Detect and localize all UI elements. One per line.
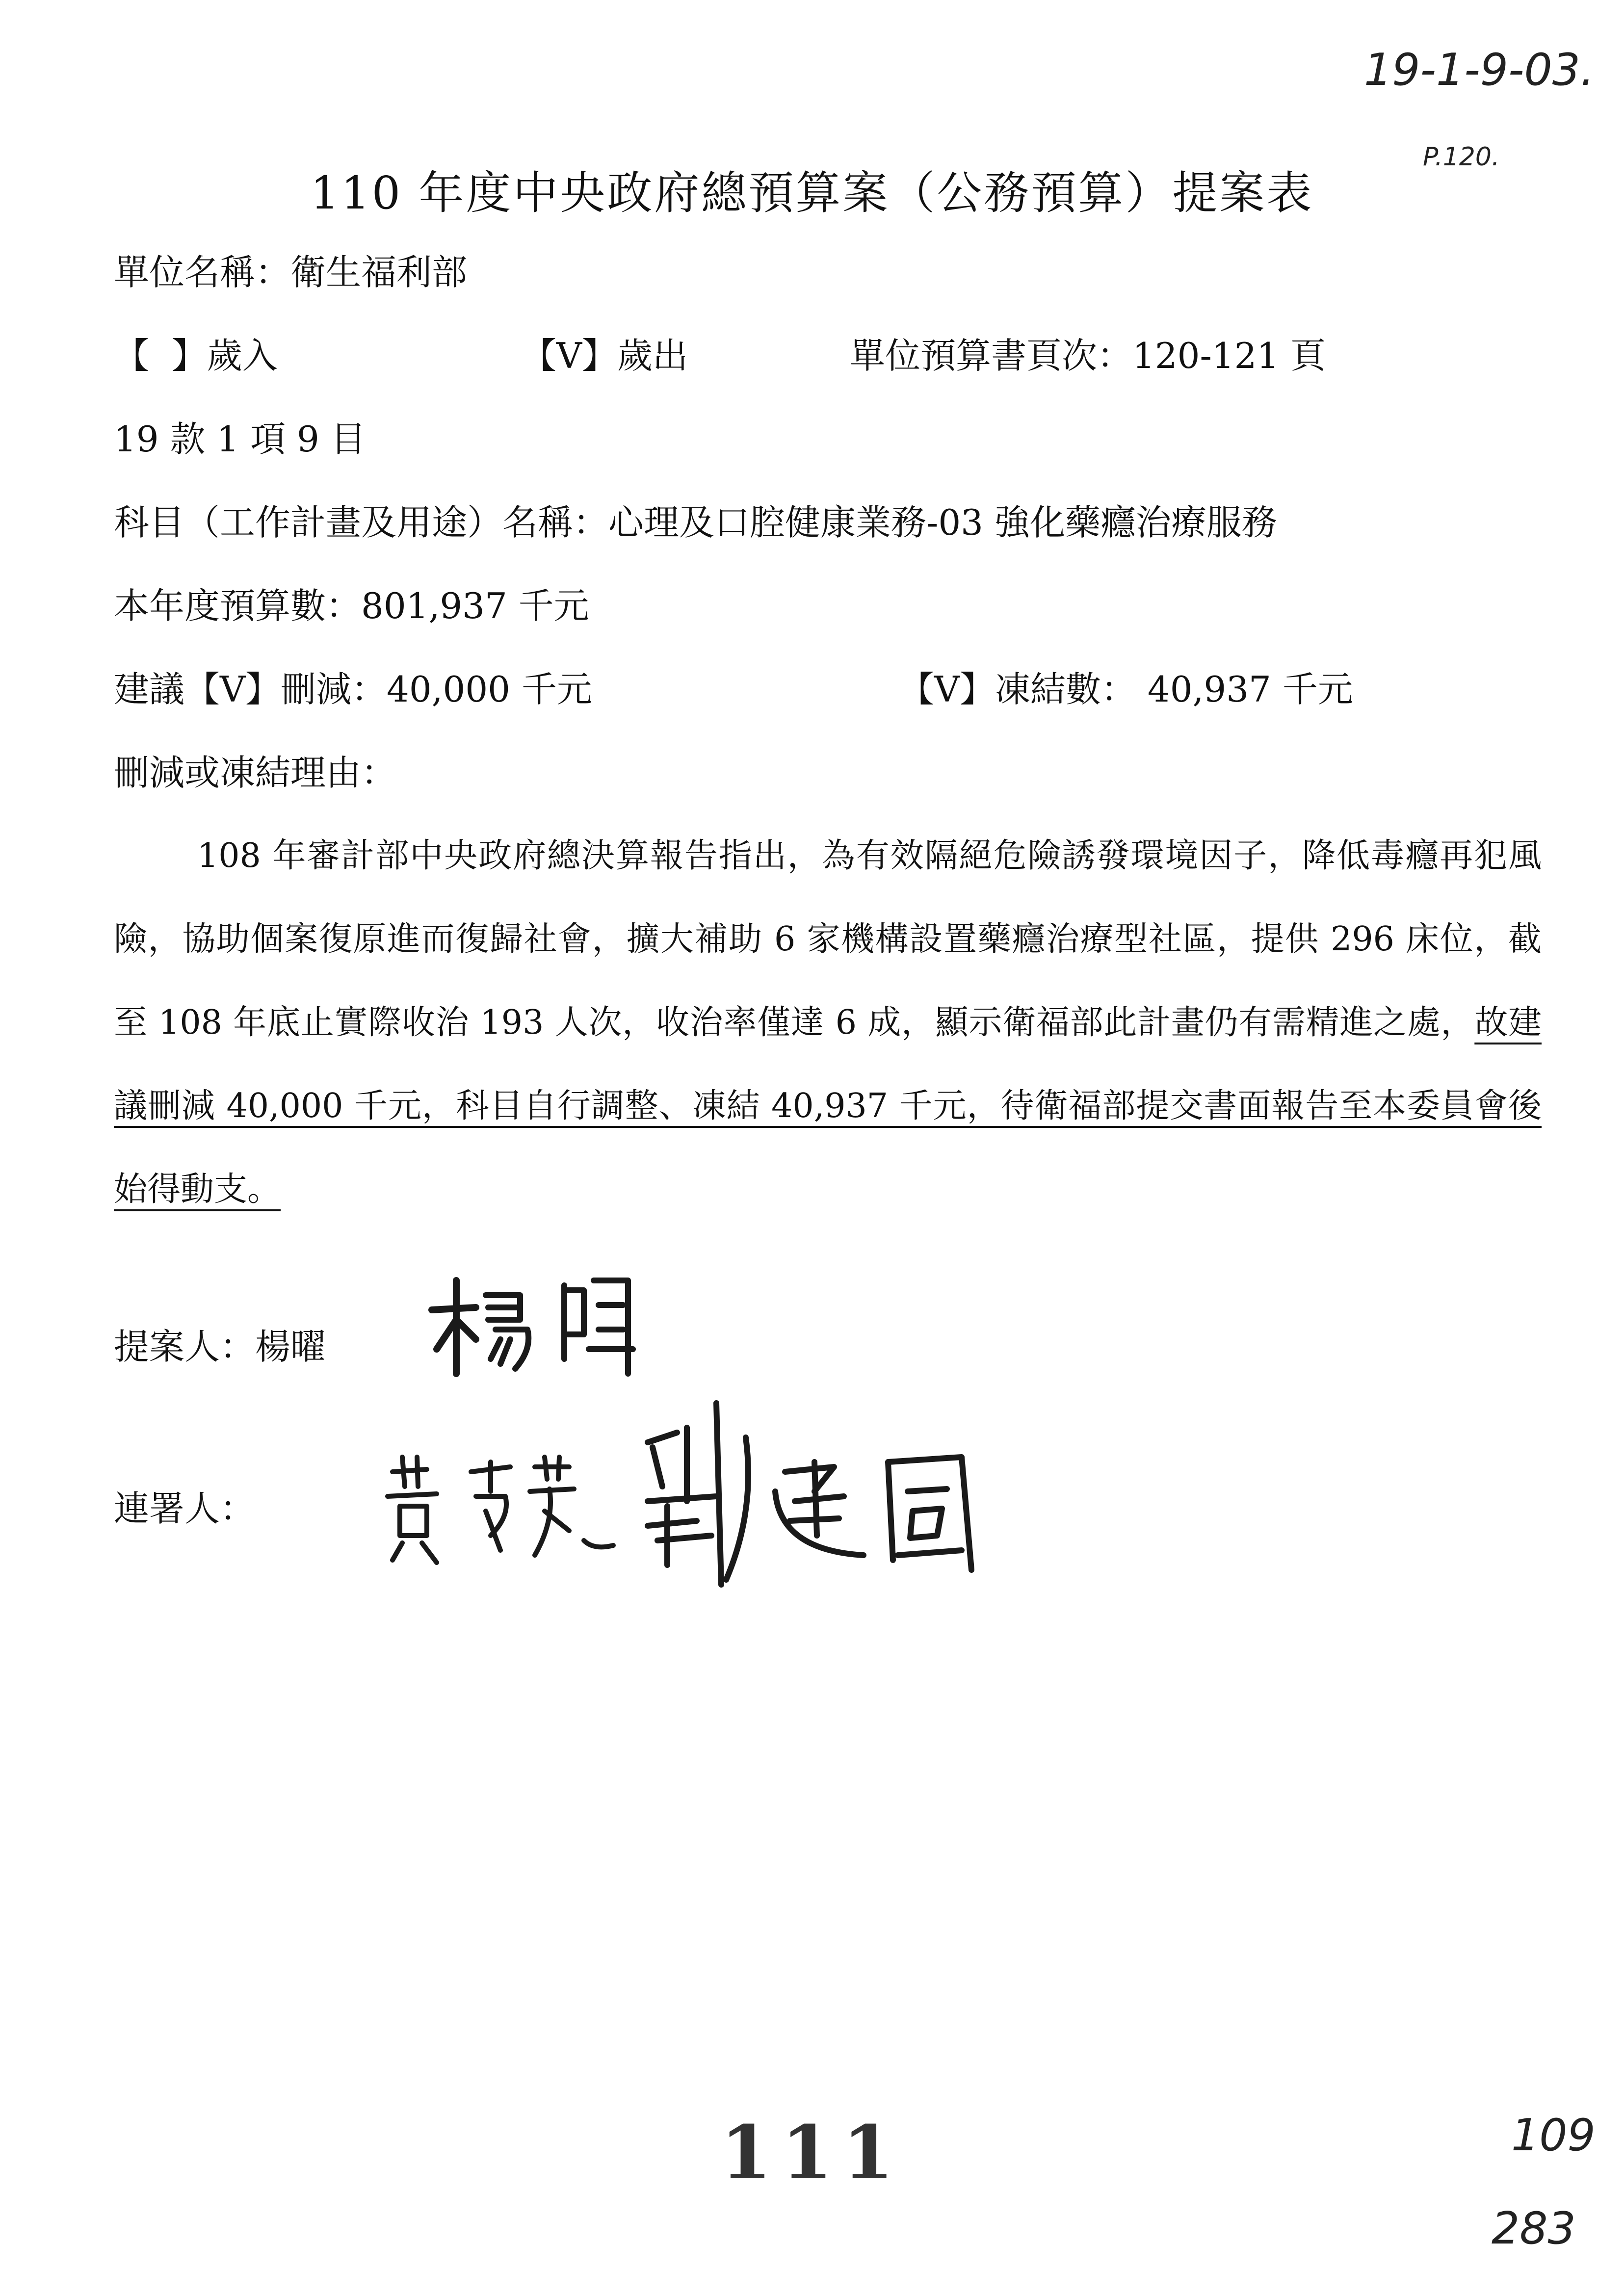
unit-label: 單位名稱： (114, 252, 291, 293)
cut-checkbox: 【V】 (184, 669, 281, 710)
cut-label: 刪減： (281, 669, 387, 710)
proposer-label: 提案人： (114, 1326, 256, 1367)
budget-label: 本年度預算數： (114, 585, 362, 626)
freeze-value: 40,937 千元 (1147, 669, 1353, 710)
item-code: 19 款 1 項 9 目 (114, 418, 366, 460)
cosigner-signatures (373, 1374, 1060, 1599)
handwritten-note-2: 283 (1492, 2203, 1576, 2254)
handwritten-note-1: 109 (1511, 2110, 1596, 2161)
reason-paragraph (114, 814, 1542, 1231)
page-title: 110 年度中央政府總預算案（公務預算）提案表 (310, 167, 1314, 219)
handwritten-file-code: 19-1-9-03. (1364, 44, 1595, 96)
type-row (114, 334, 1527, 378)
reason-underlined-text: 故建議刪減 40,000 千元，科目自行調整、凍結 40,937 千元，待衛福部提交書面報告至本委員會後始得動支。 (114, 1003, 1542, 1209)
reason-text: 108 年審計部中央政府總決算報告指出，為有效隔絕危險誘發環境因子，降低毒癮再犯風險，協助個案復原進而復歸社會，擴大補助 6 家機構設置藥癮治療型社區，提供 296 床位，截至 108 年底止實際收治 193 人次，收治率僅達 6 成，顯示衛福部此計畫仍有需精進之處， (114, 836, 1542, 1042)
revenue-label: 歲入 (207, 335, 278, 376)
cut-value: 40,000 千元 (387, 669, 592, 710)
expense-checkbox: 【V】 (521, 335, 617, 376)
unit-value: 衛生福利部 (290, 252, 468, 293)
proposer-signature (422, 1276, 643, 1383)
freeze-checkbox: 【V】 (899, 669, 995, 710)
proposer-row (114, 1325, 326, 1369)
subject-row (114, 500, 1277, 545)
unit-row (114, 250, 467, 294)
freeze-label: 凍結數： (995, 669, 1137, 710)
subject-label: 科目（工作計畫及用途）名稱： (114, 502, 609, 543)
revenue-checkbox: 【 】 (114, 335, 207, 376)
reason-label: 刪減或凍結理由： (114, 752, 397, 793)
expense-label: 歲出 (617, 335, 688, 376)
suggestion-row (114, 667, 1527, 711)
proposer-name: 楊曜 (255, 1326, 326, 1367)
budget-row (114, 584, 589, 628)
page-number: 111 (720, 2110, 904, 2196)
cosigner-label: 連署人： (114, 1488, 256, 1529)
subject-value: 心理及口腔健康業務-03 強化藥癮治療服務 (608, 502, 1277, 543)
budget-page-value: 120-121 頁 (1132, 335, 1326, 376)
budget-value: 801,937 千元 (361, 585, 589, 626)
budget-page-label: 單位預算書頁次： (850, 335, 1133, 376)
suggest-label: 建議 (114, 669, 185, 710)
handwritten-page-reference: P.120. (1423, 142, 1500, 172)
